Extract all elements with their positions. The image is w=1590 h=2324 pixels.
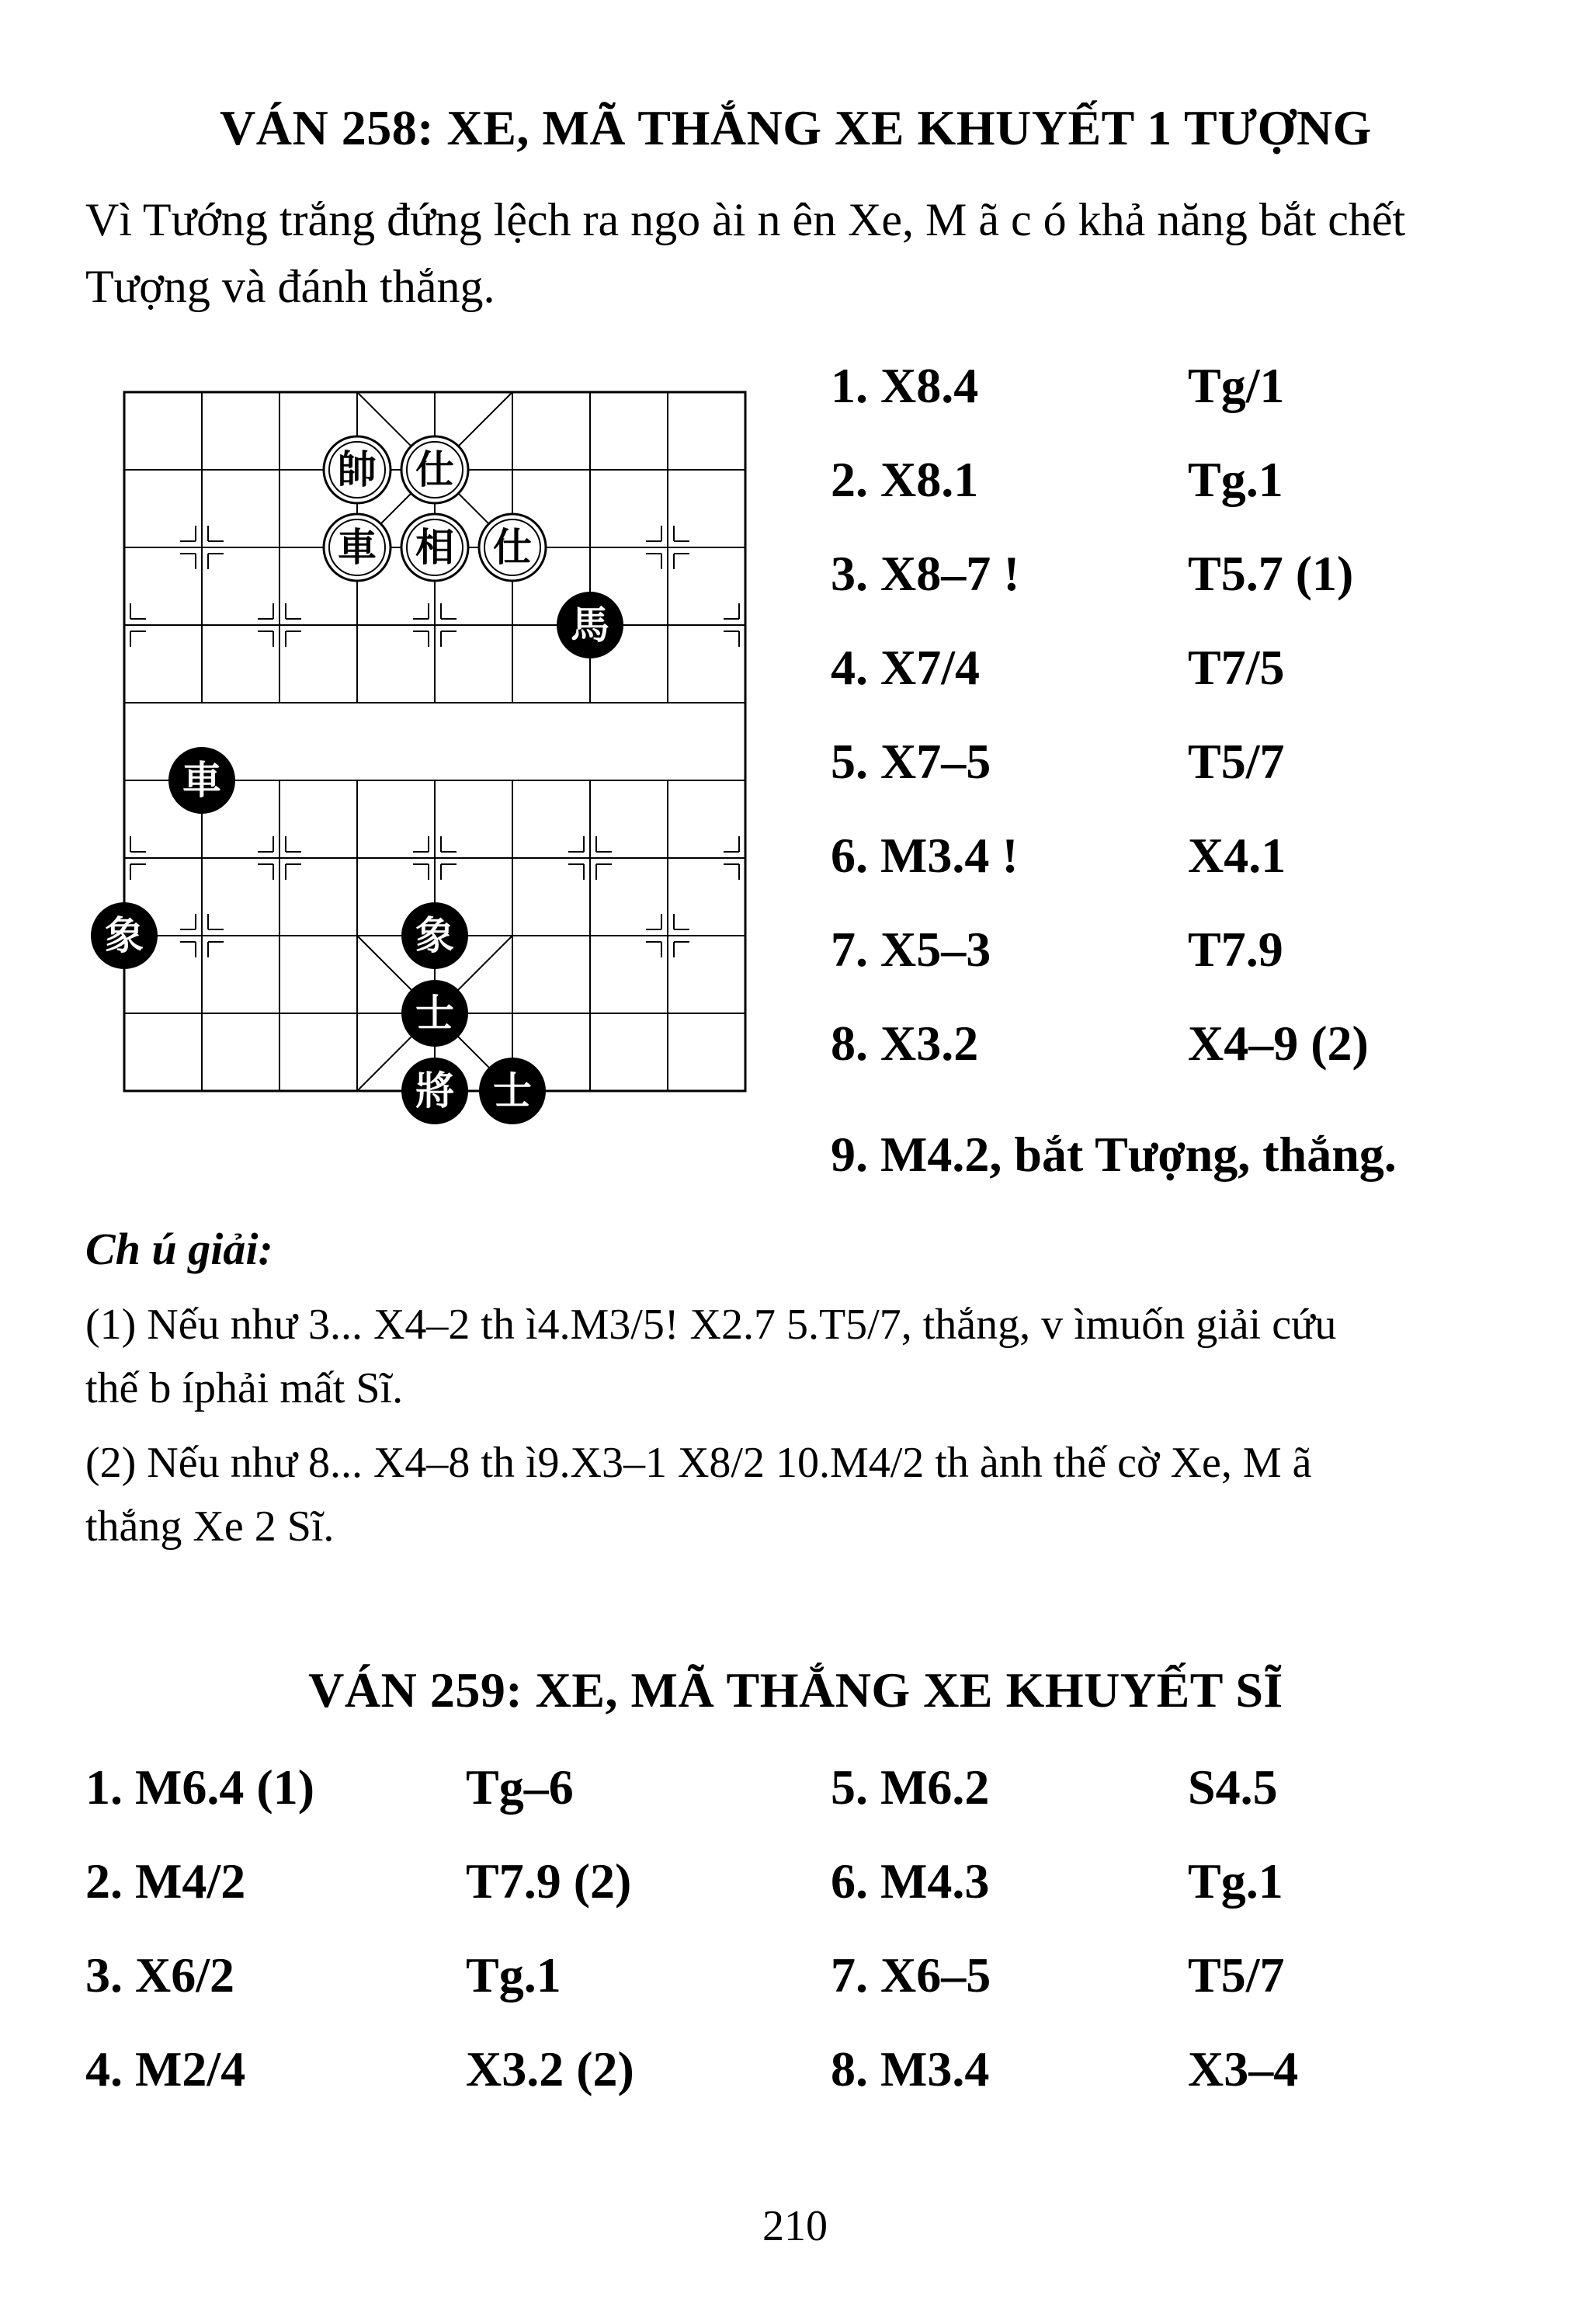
white-move: 4. M2/4 [85,2041,246,2096]
piece-black [557,592,623,658]
move-row [831,827,1514,921]
game258-intro-line1: Vì Tướng trắng đứng lệch ra ngo ài n ên Xe, M ã c ó khả năng bắt chết [85,194,1406,245]
black-move: T7/5 [1188,640,1285,695]
piece-label: 士 [493,1068,532,1113]
game258-title: VÁN 258: XE, MÃ THẮNG XE KHUYẾT 1 TƯỢNG [220,100,1372,155]
black-move: S4.5 [1188,1760,1278,1815]
move-row [831,733,1514,827]
white-move: 7. X5–3 [831,922,991,977]
piece-label: 馬 [571,603,609,648]
piece-red [324,514,391,581]
white-move: 5. X7–5 [831,734,991,789]
move-row [85,1759,1506,1853]
piece-label: 相 [415,525,454,570]
black-move: X3–4 [1188,2041,1299,2096]
black-move: X4.1 [1188,828,1286,883]
black-move: T7.9 (2) [466,1853,632,1909]
note1-line2: thế b íphải mất Sĩ. [85,1364,404,1412]
move-row [831,545,1514,639]
black-move: T5/7 [1188,734,1285,789]
black-move: T5.7 (1) [1188,546,1354,601]
game258-final-move: 9. M4.2, bắt Tượng, thắng. [831,1127,1397,1182]
black-move: Tg.1 [466,1947,561,2003]
note2-line2: thắng Xe 2 Sĩ. [85,1502,335,1551]
black-move: Tg/1 [1188,358,1285,413]
piece-red [401,436,468,503]
move-row [831,451,1514,545]
white-move: 3. X8–7 ! [831,546,1020,601]
piece-black [401,980,468,1047]
game259-moves [85,1759,1506,2135]
move-row [831,1015,1514,1109]
white-move: 6. M4.3 [831,1853,990,1909]
xiangqi-board-svg [78,373,792,1149]
notes-heading: Ch ú giải: [85,1224,273,1274]
black-move: Tg.1 [1188,1853,1283,1909]
piece-label: 仕 [493,525,532,570]
black-move: Tg.1 [1188,452,1283,507]
xiangqi-board [78,373,792,1149]
white-move: 8. X3.2 [831,1016,979,1071]
piece-label: 帥 [338,447,377,492]
white-move: 4. X7/4 [831,640,980,695]
page-number: 210 [762,2202,828,2250]
white-move: 7. X6–5 [831,1947,991,2003]
piece-label: 車 [338,525,377,570]
black-move: T5/7 [1188,1947,1285,2003]
move-row [85,1853,1506,1947]
white-move: 3. X6/2 [85,1947,234,2003]
white-move: 8. M3.4 [831,2041,990,2096]
black-move: X3.2 (2) [466,2041,634,2096]
piece-label: 將 [415,1068,454,1113]
piece-label: 仕 [415,447,454,492]
move-row [831,921,1514,1015]
piece-black [168,747,235,814]
move-row [85,2041,1506,2135]
piece-label: 象 [105,913,144,958]
white-move: 2. M4/2 [85,1853,246,1909]
game258-intro-line2: Tượng và đánh thắng. [85,261,495,312]
move-row [831,639,1514,733]
white-move: 1. X8.4 [831,358,979,413]
black-move: Tg–6 [466,1760,574,1815]
piece-label: 士 [415,991,454,1036]
piece-black [401,902,468,969]
black-move: X4–9 (2) [1188,1016,1369,1071]
piece-label: 象 [415,913,454,958]
piece-red [324,436,391,503]
move-row [85,1947,1506,2041]
white-move: 5. M6.2 [831,1760,990,1815]
white-move: 2. X8.1 [831,452,979,507]
piece-black [401,1058,468,1124]
note2-line1: (2) Nếu như 8... X4–8 th ì9.X3–1 X8/2 10.M4/2 th ành thế cờ Xe, M ã [85,1439,1312,1487]
note1-line1: (1) Nếu như 3... X4–2 th ì4.M3/5! X2.7 5.T5/7, thắng, v ìmuốn giải cứu [85,1301,1337,1349]
white-move: 1. M6.4 (1) [85,1760,315,1815]
piece-black [479,1058,546,1124]
piece-black [91,902,158,969]
piece-red [479,514,546,581]
piece-red [401,514,468,581]
game259-title: VÁN 259: XE, MÃ THẮNG XE KHUYẾT SĨ [308,1662,1283,1718]
game258-moves [831,357,1514,1109]
white-move: 6. M3.4 ! [831,828,1019,883]
black-move: T7.9 [1188,922,1283,977]
piece-label: 車 [182,758,221,803]
move-row [831,357,1514,451]
